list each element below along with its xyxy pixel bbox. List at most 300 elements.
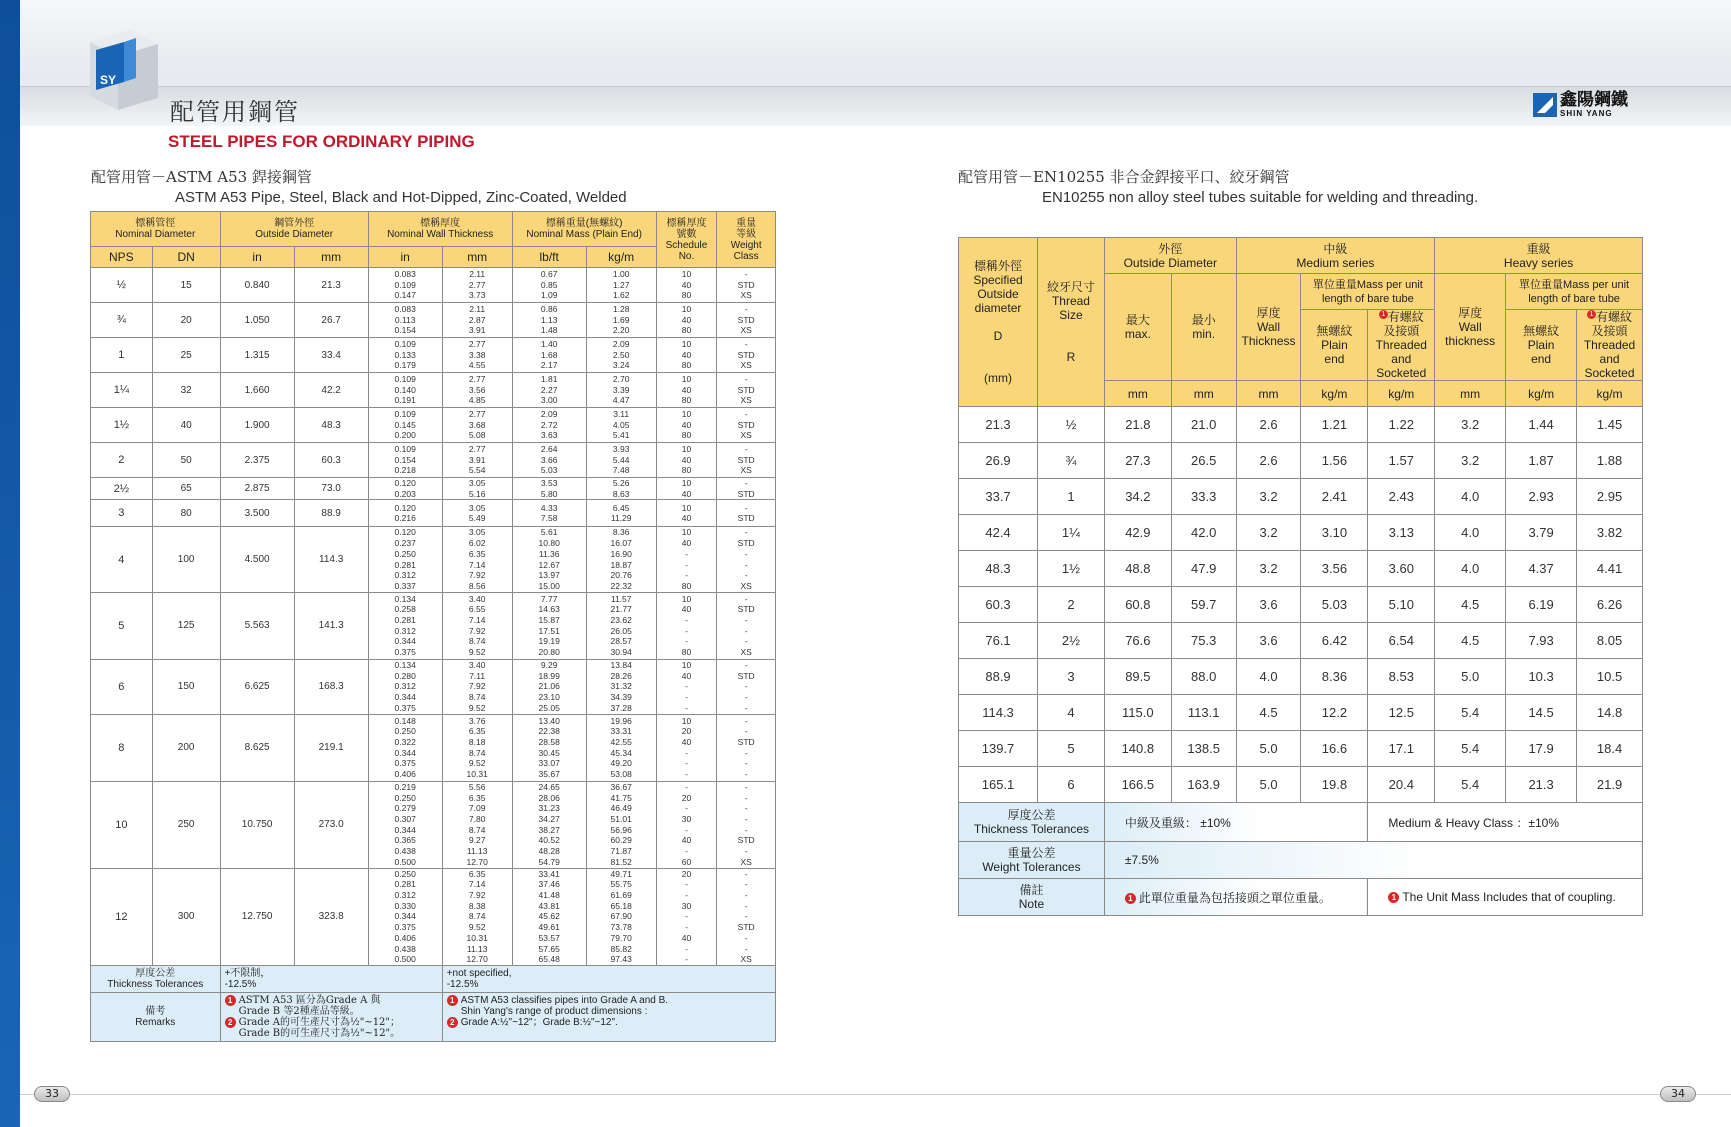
cell-wt-in: 0.083 0.113 0.154 bbox=[368, 303, 442, 338]
remarks-en bbox=[442, 992, 775, 1041]
en10255-table-body bbox=[959, 407, 1643, 803]
cell-nps: 3 bbox=[91, 500, 153, 527]
cell-wc: - STD XS bbox=[717, 268, 776, 303]
cell-hp: 21.3 bbox=[1506, 767, 1577, 803]
cell-lbft: 0.86 1.13 1.48 bbox=[512, 303, 586, 338]
cell-d: 88.9 bbox=[959, 659, 1038, 695]
cell-wc: - STD - - - XS bbox=[717, 592, 776, 659]
cell-nps: 12 bbox=[91, 868, 153, 965]
col-heavy-plain: 無螺紋 Plain end bbox=[1506, 310, 1577, 381]
cell-mt: 3.2 bbox=[1236, 515, 1301, 551]
cell-d: 26.9 bbox=[959, 443, 1038, 479]
cell-wt-in: 0.219 0.250 0.279 0.307 0.344 0.365 0.438 0.500 bbox=[368, 781, 442, 868]
cell-dn: 20 bbox=[152, 303, 220, 338]
left-section-title bbox=[91, 166, 627, 206]
col-od-in: in bbox=[220, 247, 294, 268]
cell-od-in: 1.660 bbox=[220, 373, 294, 408]
cell-lbft: 7.77 14.63 15.87 17.51 19.19 20.80 bbox=[512, 592, 586, 659]
table-row bbox=[959, 479, 1643, 515]
col-weight-class: 重量 等級 Weight Class bbox=[717, 212, 776, 268]
cell-sch: 10 40 80 bbox=[656, 268, 717, 303]
cell-max: 60.8 bbox=[1104, 587, 1171, 623]
remarks-cn bbox=[220, 992, 442, 1041]
cell-sch: 10 40 - - - 80 bbox=[656, 592, 717, 659]
note-marker: 1 bbox=[1125, 893, 1136, 904]
brand-name-en: SHIN YANG bbox=[1560, 109, 1613, 118]
cell-mt: 3.2 bbox=[1236, 551, 1301, 587]
cell-od-in: 2.875 bbox=[220, 478, 294, 500]
cell-dn: 250 bbox=[152, 781, 220, 868]
cell-min: 42.0 bbox=[1171, 515, 1236, 551]
cell-dn: 100 bbox=[152, 527, 220, 592]
cell-lbft: 1.40 1.68 2.17 bbox=[512, 338, 586, 373]
cell-dn: 50 bbox=[152, 443, 220, 478]
cell-mt: 4.0 bbox=[1236, 659, 1301, 695]
table-row bbox=[959, 623, 1643, 659]
cell-sch: 20 - - 30 - - 40 - - bbox=[656, 868, 717, 965]
note-marker-2: 2 bbox=[447, 1017, 458, 1028]
cell-wt-in: 0.120 0.216 bbox=[368, 500, 442, 527]
cell-wc: - STD - - - bbox=[717, 659, 776, 714]
cell-wt-mm: 3.76 6.35 8.18 8.74 9.52 10.31 bbox=[442, 714, 512, 781]
sup-marker: 1 bbox=[1379, 310, 1388, 319]
cell-lbft: 4.33 7.58 bbox=[512, 500, 586, 527]
cell-mt: 2.6 bbox=[1236, 407, 1301, 443]
cell-od-mm: 48.3 bbox=[294, 408, 368, 443]
cell-dn: 300 bbox=[152, 868, 220, 965]
cell-min: 59.7 bbox=[1171, 587, 1236, 623]
cell-nps: ¾ bbox=[91, 303, 153, 338]
col-nominal-mass: 標稱重量(無螺紋) Nominal Mass (Plain End) bbox=[512, 212, 656, 247]
cell-wc: - STD XS bbox=[717, 303, 776, 338]
cell-mp: 6.42 bbox=[1301, 623, 1368, 659]
cell-mth: 3.60 bbox=[1368, 551, 1435, 587]
cell-wc: - - - - - STD - - XS bbox=[717, 868, 776, 965]
cell-sch: 10 40 bbox=[656, 478, 717, 500]
cell-r: 5 bbox=[1038, 731, 1105, 767]
col-nps: NPS bbox=[91, 247, 153, 268]
cell-max: 21.8 bbox=[1104, 407, 1171, 443]
cell-kgm: 5.26 8.63 bbox=[586, 478, 656, 500]
cell-nps: 1¼ bbox=[91, 373, 153, 408]
table-row bbox=[959, 407, 1643, 443]
cell-max: 166.5 bbox=[1104, 767, 1171, 803]
cell-ht: 5.0 bbox=[1435, 659, 1506, 695]
cell-hp: 4.37 bbox=[1506, 551, 1577, 587]
col-medium-plain: 無螺紋 Plain end bbox=[1301, 310, 1368, 381]
cell-hth: 6.26 bbox=[1577, 587, 1643, 623]
col-wt-mm: mm bbox=[442, 247, 512, 268]
cell-od-mm: 21.3 bbox=[294, 268, 368, 303]
cell-d: 114.3 bbox=[959, 695, 1038, 731]
col-od-min: 最小 min. bbox=[1171, 274, 1236, 381]
cell-wt-in: 0.109 0.140 0.191 bbox=[368, 373, 442, 408]
cell-mt: 3.6 bbox=[1236, 623, 1301, 659]
col-heavy-mass: 單位重量Mass per unit length of bare tube bbox=[1506, 274, 1643, 310]
cell-wc: - STD bbox=[717, 500, 776, 527]
cell-wt-mm: 3.05 5.16 bbox=[442, 478, 512, 500]
cell-min: 163.9 bbox=[1171, 767, 1236, 803]
cell-wt-in: 0.109 0.145 0.200 bbox=[368, 408, 442, 443]
remarks-label: 備考 Remarks bbox=[91, 992, 221, 1041]
cell-mth: 8.53 bbox=[1368, 659, 1435, 695]
cell-mp: 8.36 bbox=[1301, 659, 1368, 695]
cell-lbft: 2.09 2.72 3.63 bbox=[512, 408, 586, 443]
threaded-label: 有螺紋 及接頭 Threaded and Socketed bbox=[1583, 310, 1636, 380]
cell-od-in: 8.625 bbox=[220, 714, 294, 781]
table-row bbox=[959, 551, 1643, 587]
unit-kgm: kg/m bbox=[1577, 381, 1643, 407]
left-edge-bar bbox=[0, 0, 20, 1127]
cell-hth: 1.45 bbox=[1577, 407, 1643, 443]
cell-mt: 4.5 bbox=[1236, 695, 1301, 731]
cell-nps: 8 bbox=[91, 714, 153, 781]
cell-hth: 2.95 bbox=[1577, 479, 1643, 515]
cell-lbft: 3.53 5.80 bbox=[512, 478, 586, 500]
cell-wc: - - STD - - - bbox=[717, 714, 776, 781]
cell-wt-in: 0.134 0.280 0.312 0.344 0.375 bbox=[368, 659, 442, 714]
unit-kgm: kg/m bbox=[1301, 381, 1368, 407]
cell-od-mm: 114.3 bbox=[294, 527, 368, 592]
table-row bbox=[91, 527, 776, 592]
cell-od-mm: 273.0 bbox=[294, 781, 368, 868]
cell-nps: 2½ bbox=[91, 478, 153, 500]
cell-od-mm: 60.3 bbox=[294, 443, 368, 478]
col-od-max: 最大 max. bbox=[1104, 274, 1171, 381]
left-title-cn: 配管用管－ASTM A53 銲接鋼管 bbox=[91, 168, 312, 186]
cell-d: 33.7 bbox=[959, 479, 1038, 515]
cell-mp: 2.41 bbox=[1301, 479, 1368, 515]
col-outside-diameter: 外徑 Outside Diameter bbox=[1104, 238, 1236, 274]
remark1-en: ASTM A53 classifies pipes into Grade A and B. Shin Yang's range of product dimensions : bbox=[460, 994, 669, 1017]
note-label: 備註 Note bbox=[959, 879, 1105, 916]
cell-hth: 1.88 bbox=[1577, 443, 1643, 479]
cell-min: 21.0 bbox=[1171, 407, 1236, 443]
cell-lbft: 9.29 18.99 21.06 23.10 25.05 bbox=[512, 659, 586, 714]
col-medium-series: 中級 Medium series bbox=[1236, 238, 1435, 274]
cell-max: 76.6 bbox=[1104, 623, 1171, 659]
table-row bbox=[959, 731, 1643, 767]
cell-wc: - STD - - - XS bbox=[717, 527, 776, 592]
cell-dn: 125 bbox=[152, 592, 220, 659]
cell-sch: 10 40 80 bbox=[656, 338, 717, 373]
cell-wt-in: 0.083 0.109 0.147 bbox=[368, 268, 442, 303]
cell-kgm: 3.11 4.05 5.41 bbox=[586, 408, 656, 443]
cell-ht: 3.2 bbox=[1435, 407, 1506, 443]
cell-hp: 1.44 bbox=[1506, 407, 1577, 443]
cell-kgm: 2.09 2.50 3.24 bbox=[586, 338, 656, 373]
brand-mark-icon bbox=[1533, 93, 1557, 117]
cell-wt-in: 0.148 0.250 0.322 0.344 0.375 0.406 bbox=[368, 714, 442, 781]
table-row bbox=[91, 592, 776, 659]
cell-hth: 21.9 bbox=[1577, 767, 1643, 803]
cell-od-in: 2.375 bbox=[220, 443, 294, 478]
cell-r: 1½ bbox=[1038, 551, 1105, 587]
weight-tol-value: ±7.5% bbox=[1104, 842, 1642, 879]
cell-wt-mm: 2.77 3.91 5.54 bbox=[442, 443, 512, 478]
cell-od-mm: 73.0 bbox=[294, 478, 368, 500]
threaded-label: 有螺紋 及接頭 Threaded and Socketed bbox=[1375, 310, 1427, 380]
cell-sch: 10 20 40 - - - bbox=[656, 714, 717, 781]
cell-wt-in: 0.250 0.281 0.312 0.330 0.344 0.375 0.406 0.438 0.500 bbox=[368, 868, 442, 965]
cell-wt-in: 0.134 0.258 0.281 0.312 0.344 0.375 bbox=[368, 592, 442, 659]
cell-dn: 65 bbox=[152, 478, 220, 500]
cell-hth: 10.5 bbox=[1577, 659, 1643, 695]
table-row bbox=[91, 478, 776, 500]
cell-lbft: 2.64 3.66 5.03 bbox=[512, 443, 586, 478]
cell-min: 26.5 bbox=[1171, 443, 1236, 479]
note-marker-1: 1 bbox=[225, 995, 236, 1006]
cell-d: 42.4 bbox=[959, 515, 1038, 551]
cell-mp: 19.8 bbox=[1301, 767, 1368, 803]
logo-letters: SY bbox=[100, 73, 117, 87]
note-cn bbox=[1104, 879, 1367, 916]
logo-cube-icon bbox=[84, 28, 160, 112]
cell-dn: 40 bbox=[152, 408, 220, 443]
cell-od-in: 10.750 bbox=[220, 781, 294, 868]
cell-mp: 1.21 bbox=[1301, 407, 1368, 443]
right-thickness-tol-label: 厚度公差 Thickness Tolerances bbox=[959, 803, 1105, 842]
cell-wt-mm: 2.77 3.56 4.85 bbox=[442, 373, 512, 408]
cell-kgm: 11.57 21.77 23.62 26.05 28.57 30.94 bbox=[586, 592, 656, 659]
table-row bbox=[959, 659, 1643, 695]
cell-r: ¾ bbox=[1038, 443, 1105, 479]
cell-max: 48.8 bbox=[1104, 551, 1171, 587]
cell-mth: 17.1 bbox=[1368, 731, 1435, 767]
cell-od-in: 6.625 bbox=[220, 659, 294, 714]
cell-hth: 3.82 bbox=[1577, 515, 1643, 551]
cell-hth: 4.41 bbox=[1577, 551, 1643, 587]
col-od-mm: mm bbox=[294, 247, 368, 268]
cell-od-mm: 42.2 bbox=[294, 373, 368, 408]
right-section-title bbox=[958, 166, 1478, 206]
cell-sch: 10 40 80 bbox=[656, 373, 717, 408]
col-medium-mass: 單位重量Mass per unit length of bare tube bbox=[1301, 274, 1435, 310]
cell-sch: 10 40 80 bbox=[656, 408, 717, 443]
note-en bbox=[1368, 879, 1643, 916]
col-lbft: lb/ft bbox=[512, 247, 586, 268]
cell-d: 48.3 bbox=[959, 551, 1038, 587]
cell-hp: 2.93 bbox=[1506, 479, 1577, 515]
table-row bbox=[959, 695, 1643, 731]
cell-kgm: 36.67 41.75 46.49 51.01 56.96 60.29 71.87 81.52 bbox=[586, 781, 656, 868]
page-number-right: 34 bbox=[1660, 1086, 1696, 1102]
cell-kgm: 6.45 11.29 bbox=[586, 500, 656, 527]
bottom-rule bbox=[20, 1094, 1731, 1095]
cell-d: 21.3 bbox=[959, 407, 1038, 443]
cell-mp: 16.6 bbox=[1301, 731, 1368, 767]
cell-wt-mm: 3.05 6.02 6.35 7.14 7.92 8.56 bbox=[442, 527, 512, 592]
cell-od-in: 12.750 bbox=[220, 868, 294, 965]
page-number-left: 33 bbox=[34, 1086, 70, 1102]
cell-kgm: 49.71 55.75 61.69 65.18 67.90 73.78 79.70 85.82 97.43 bbox=[586, 868, 656, 965]
table-row bbox=[91, 443, 776, 478]
col-specified-od: 標稱外徑 Specified Outside diameter D (mm) bbox=[959, 238, 1038, 407]
cell-dn: 80 bbox=[152, 500, 220, 527]
cell-ht: 5.4 bbox=[1435, 767, 1506, 803]
cell-d: 165.1 bbox=[959, 767, 1038, 803]
cell-wt-in: 0.120 0.237 0.250 0.281 0.312 0.337 bbox=[368, 527, 442, 592]
cell-wc: - STD XS bbox=[717, 338, 776, 373]
cell-r: 2 bbox=[1038, 587, 1105, 623]
table-row bbox=[91, 659, 776, 714]
cell-mt: 2.6 bbox=[1236, 443, 1301, 479]
cell-hp: 6.19 bbox=[1506, 587, 1577, 623]
table-row bbox=[91, 303, 776, 338]
col-medium-wall: 厚度 Wall Thickness bbox=[1236, 274, 1301, 381]
cell-nps: 1½ bbox=[91, 408, 153, 443]
table-row bbox=[91, 500, 776, 527]
cell-d: 139.7 bbox=[959, 731, 1038, 767]
cell-wc: - STD XS bbox=[717, 373, 776, 408]
unit-mm: mm bbox=[1236, 381, 1301, 407]
cell-max: 89.5 bbox=[1104, 659, 1171, 695]
cell-wt-mm: 3.05 5.49 bbox=[442, 500, 512, 527]
cell-wt-in: 0.109 0.133 0.179 bbox=[368, 338, 442, 373]
cell-kgm: 1.00 1.27 1.62 bbox=[586, 268, 656, 303]
cell-hth: 8.05 bbox=[1577, 623, 1643, 659]
cell-od-in: 1.315 bbox=[220, 338, 294, 373]
cell-hp: 10.3 bbox=[1506, 659, 1577, 695]
right-thickness-tol-cn: 中級及重級： ±10% bbox=[1104, 803, 1367, 842]
cell-mp: 3.56 bbox=[1301, 551, 1368, 587]
cell-hth: 14.8 bbox=[1577, 695, 1643, 731]
cell-mp: 12.2 bbox=[1301, 695, 1368, 731]
cell-mt: 3.2 bbox=[1236, 479, 1301, 515]
table-row bbox=[959, 587, 1643, 623]
cell-sch: 10 40 bbox=[656, 500, 717, 527]
page-title-en: STEEL PIPES FOR ORDINARY PIPING bbox=[168, 132, 475, 151]
remark1-cn: ASTM A53 區分為Grade A 與 Grade B 等2種產品等級。 bbox=[238, 994, 381, 1017]
cell-lbft: 24.65 28.06 31.23 34.27 38.27 40.52 48.28 54.79 bbox=[512, 781, 586, 868]
cell-r: 4 bbox=[1038, 695, 1105, 731]
cell-nps: ½ bbox=[91, 268, 153, 303]
cell-hp: 7.93 bbox=[1506, 623, 1577, 659]
right-title-en: EN10255 non alloy steel tubes suitable for welding and threading. bbox=[1042, 189, 1479, 206]
cell-wt-mm: 6.35 7.14 7.92 8.38 8.74 9.52 10.31 11.13 12.70 bbox=[442, 868, 512, 965]
cell-mth: 1.57 bbox=[1368, 443, 1435, 479]
cell-r: 3 bbox=[1038, 659, 1105, 695]
cell-od-mm: 33.4 bbox=[294, 338, 368, 373]
cell-od-in: 1.900 bbox=[220, 408, 294, 443]
note-marker-1: 1 bbox=[447, 995, 458, 1006]
note-marker: 1 bbox=[1388, 892, 1399, 903]
cell-nps: 1 bbox=[91, 338, 153, 373]
table-row bbox=[959, 443, 1643, 479]
cell-max: 115.0 bbox=[1104, 695, 1171, 731]
cell-wt-in: 0.120 0.203 bbox=[368, 478, 442, 500]
cell-wc: - STD XS bbox=[717, 408, 776, 443]
cell-max: 42.9 bbox=[1104, 515, 1171, 551]
thickness-tolerance-en: +not specified, -12.5% bbox=[442, 965, 775, 992]
right-thickness-tol-en: Medium & Heavy Class ：±10% bbox=[1368, 803, 1643, 842]
cell-kgm: 19.96 33.31 42.55 45.34 49.20 53.08 bbox=[586, 714, 656, 781]
cell-od-mm: 168.3 bbox=[294, 659, 368, 714]
cell-max: 140.8 bbox=[1104, 731, 1171, 767]
note-cn-text: 此單位重量為包括接頭之單位重量。 bbox=[1138, 890, 1331, 905]
cell-mth: 2.43 bbox=[1368, 479, 1435, 515]
cell-hp: 1.87 bbox=[1506, 443, 1577, 479]
cell-d: 60.3 bbox=[959, 587, 1038, 623]
cell-min: 88.0 bbox=[1171, 659, 1236, 695]
astm-table-body bbox=[91, 268, 776, 966]
cell-sch: 10 40 80 bbox=[656, 303, 717, 338]
cell-mth: 3.13 bbox=[1368, 515, 1435, 551]
table-row bbox=[91, 338, 776, 373]
cell-kgm: 8.36 16.07 16.90 18.87 20.76 22.32 bbox=[586, 527, 656, 592]
cell-ht: 4.0 bbox=[1435, 551, 1506, 587]
cell-mt: 5.0 bbox=[1236, 731, 1301, 767]
cell-wc: - STD bbox=[717, 478, 776, 500]
cell-sch: - 20 - 30 - 40 - 60 bbox=[656, 781, 717, 868]
cell-od-mm: 323.8 bbox=[294, 868, 368, 965]
table-row bbox=[91, 714, 776, 781]
cell-mt: 3.6 bbox=[1236, 587, 1301, 623]
col-medium-threaded bbox=[1368, 310, 1435, 381]
col-wall-thickness: 標稱厚度 Nominal Wall Thickness bbox=[368, 212, 512, 247]
cell-lbft: 0.67 0.85 1.09 bbox=[512, 268, 586, 303]
cell-d: 76.1 bbox=[959, 623, 1038, 659]
cell-r: ½ bbox=[1038, 407, 1105, 443]
cell-mp: 5.03 bbox=[1301, 587, 1368, 623]
thickness-tolerance-label: 厚度公差 Thickness Tolerances bbox=[91, 965, 221, 992]
note-en-text: The Unit Mass Includes that of coupling. bbox=[1402, 890, 1616, 904]
cell-mt: 5.0 bbox=[1236, 767, 1301, 803]
cell-hp: 14.5 bbox=[1506, 695, 1577, 731]
cell-dn: 15 bbox=[152, 268, 220, 303]
table-row bbox=[91, 868, 776, 965]
cell-wt-in: 0.109 0.154 0.218 bbox=[368, 443, 442, 478]
cell-mth: 20.4 bbox=[1368, 767, 1435, 803]
unit-mm: mm bbox=[1171, 381, 1236, 407]
cell-min: 113.1 bbox=[1171, 695, 1236, 731]
cell-wt-mm: 2.11 2.87 3.91 bbox=[442, 303, 512, 338]
thickness-tolerance-cn: +不限制， -12.5% bbox=[220, 965, 442, 992]
cell-lbft: 13.40 22.38 28.58 30.45 33.07 35.67 bbox=[512, 714, 586, 781]
cell-ht: 4.0 bbox=[1435, 479, 1506, 515]
brand-name-cn: 鑫陽鋼鐵 bbox=[1560, 90, 1628, 110]
cell-hp: 3.79 bbox=[1506, 515, 1577, 551]
cell-kgm: 1.28 1.69 2.20 bbox=[586, 303, 656, 338]
weight-tol-label: 重量公差 Weight Tolerances bbox=[959, 842, 1105, 879]
table-row bbox=[959, 515, 1643, 551]
cell-wt-mm: 3.40 7.11 7.92 8.74 9.52 bbox=[442, 659, 512, 714]
cell-min: 33.3 bbox=[1171, 479, 1236, 515]
astm-a53-table bbox=[90, 211, 776, 1042]
cell-max: 34.2 bbox=[1104, 479, 1171, 515]
remark2-en: Grade A:½"~12"；Grade B:½"~12". bbox=[460, 1016, 618, 1028]
cell-ht: 4.5 bbox=[1435, 587, 1506, 623]
brand-logo bbox=[1533, 92, 1628, 118]
cell-wt-mm: 5.56 6.35 7.09 7.80 8.74 9.27 11.13 12.70 bbox=[442, 781, 512, 868]
cell-od-in: 4.500 bbox=[220, 527, 294, 592]
unit-kgm: kg/m bbox=[1368, 381, 1435, 407]
cell-wt-mm: 3.40 6.55 7.14 7.92 8.74 9.52 bbox=[442, 592, 512, 659]
cell-ht: 3.2 bbox=[1435, 443, 1506, 479]
cell-mth: 5.10 bbox=[1368, 587, 1435, 623]
cell-min: 47.9 bbox=[1171, 551, 1236, 587]
sup-marker: 1 bbox=[1587, 310, 1596, 319]
cell-sch: 10 40 80 bbox=[656, 443, 717, 478]
note-marker-2: 2 bbox=[225, 1017, 236, 1028]
cell-mp: 3.10 bbox=[1301, 515, 1368, 551]
cell-od-mm: 26.7 bbox=[294, 303, 368, 338]
col-wt-in: in bbox=[368, 247, 442, 268]
cell-wt-mm: 2.77 3.38 4.55 bbox=[442, 338, 512, 373]
cell-r: 6 bbox=[1038, 767, 1105, 803]
cell-dn: 25 bbox=[152, 338, 220, 373]
cell-lbft: 33.41 37.46 41.48 43.81 45.62 49.61 53.57 57.65 65.48 bbox=[512, 868, 586, 965]
